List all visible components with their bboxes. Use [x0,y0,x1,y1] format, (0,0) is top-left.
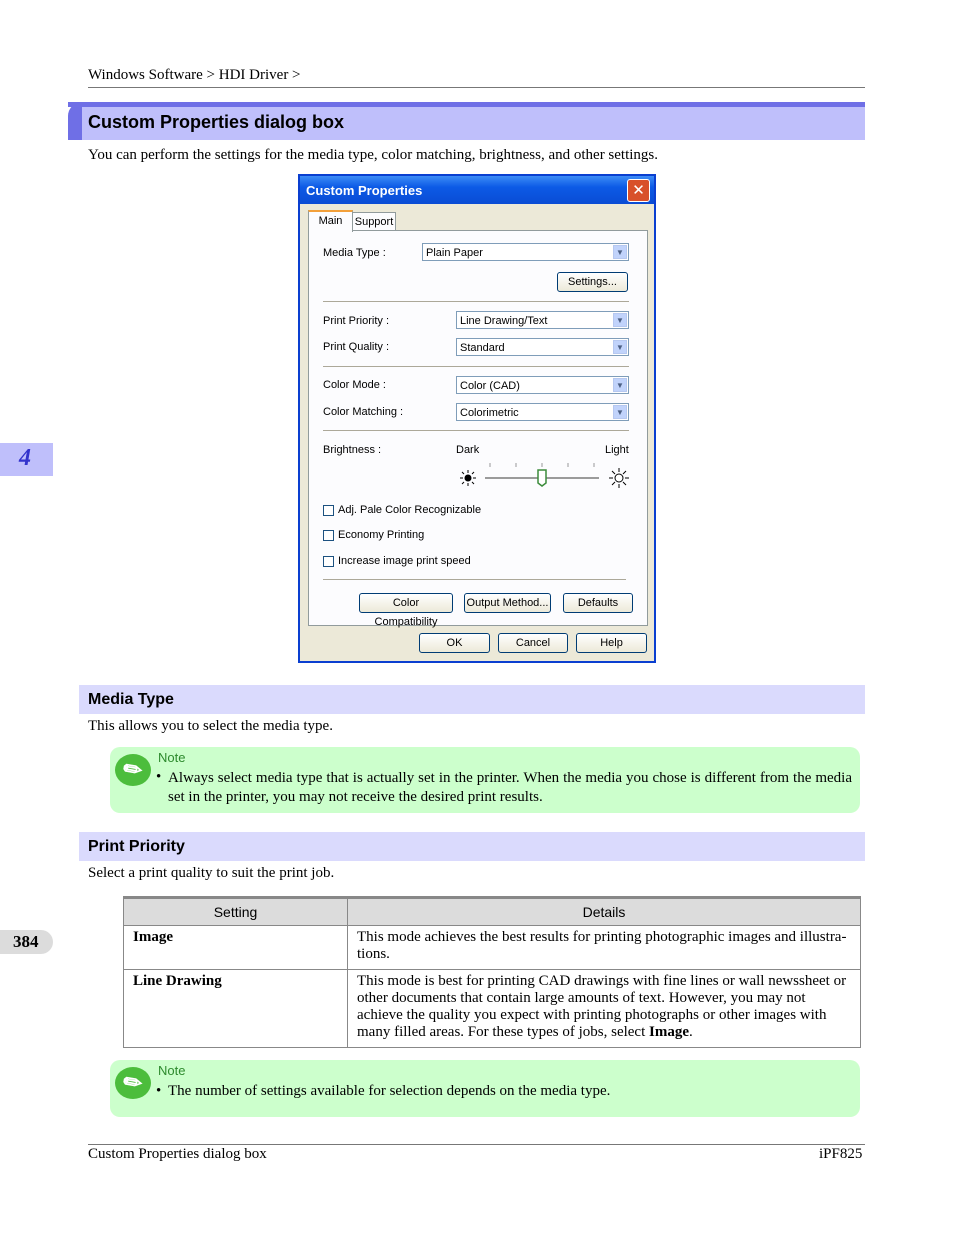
chapter-number: 4 [19,445,31,471]
dialog-titlebar [300,176,654,204]
print-priority-select[interactable] [456,311,629,329]
print-quality-label: Print Quality : [323,341,390,353]
footer-rule [88,1144,865,1145]
media-type-value: Plain Paper [426,247,483,259]
section-heading: Print Priority [88,838,185,855]
light-sun-icon [609,468,629,488]
separator [323,301,629,302]
separator [323,366,629,367]
adj-pale-color-label: Adj. Pale Color Recognizable [338,504,482,516]
note-text: The number of settings available for selection depends on the media type. [168,1083,611,1099]
defaults-button[interactable]: Defaults [563,593,633,613]
pencil-icon: ✎ [115,754,151,786]
footer-section-title: Custom Properties dialog box [88,1146,267,1162]
increase-speed-checkbox[interactable] [323,556,334,567]
media-type-label: Media Type : [323,247,386,259]
page-number-tab [0,930,53,954]
chevron-down-icon: ▼ [613,245,627,259]
brightness-slider[interactable] [457,461,633,493]
table-row [124,926,861,970]
details-text: This mode is best for printing CAD drawings with fine lines or wall newssheet or other documents that contain large amounts of text. However, you may not achieve the quality you expect with printing photographs or other images with many filled areas. For these types of jobs, select [357,973,847,1040]
output-method-button[interactable]: Output Method... [464,593,551,613]
breadcrumb: Windows Software > HDI Driver > [88,67,301,83]
separator [323,430,629,431]
note-text: Always select media type that is actually set in the printer. When the media you chose is different from the media set in the printer, you may not receive the desired print results. [168,770,852,805]
section-heading: Media Type [88,691,174,708]
note-label: Note [158,750,186,765]
dark-sun-icon [460,470,476,486]
chevron-down-icon: ▼ [613,405,627,419]
note-label: Note [158,1063,186,1078]
column-header: Setting [124,898,348,926]
section-print-priority [79,832,865,861]
note-box [110,1060,860,1117]
chevron-down-icon: ▼ [613,340,627,354]
tab-panel-main [308,230,648,626]
print-quality-select[interactable] [456,338,629,356]
settings-button[interactable]: Settings... [557,272,628,292]
ok-button[interactable]: OK [419,633,490,653]
note-box [110,747,860,813]
print-priority-value: Line Drawing/Text [460,315,548,327]
tab-support[interactable]: Support [352,212,396,232]
setting-cell: Image [124,926,348,970]
details-cell: This mode achieves the best results for printing photographic images and illustra-tions. [348,926,861,970]
page-title: Custom Properties dialog box [88,112,345,132]
brightness-light-label: Light [605,444,629,456]
custom-properties-dialog [298,174,656,663]
color-mode-value: Color (CAD) [460,380,520,392]
color-matching-select[interactable] [456,403,629,421]
help-button[interactable]: Help [576,633,647,653]
print-priority-label: Print Priority : [323,315,390,327]
header-rule [88,87,865,88]
chevron-down-icon: ▼ [613,313,627,327]
adj-pale-color-checkbox[interactable] [323,505,334,516]
details-cell [348,970,861,1048]
intro-text: You can perform the settings for the media type, color matching, brightness, and other settings. [88,147,659,163]
footer-model: iPF825 [819,1146,863,1162]
table-header-row [124,898,861,926]
brightness-label: Brightness : [323,444,382,456]
pencil-icon: ✎ [115,1067,151,1099]
page-title-bar [68,102,865,140]
chapter-tab [0,443,53,476]
color-mode-label: Color Mode : [323,379,386,391]
details-bold: Image [649,1024,690,1040]
color-compatibility-button[interactable]: Color Compatibility [359,593,453,613]
color-mode-select[interactable] [456,376,629,394]
print-priority-table [123,896,861,1048]
color-matching-label: Color Matching : [323,406,404,418]
brightness-dark-label: Dark [456,444,480,456]
bullet: • [156,1083,162,1099]
economy-printing-checkbox[interactable] [323,530,334,541]
separator [323,579,626,580]
color-matching-value: Colorimetric [460,407,519,419]
section-media-type [79,685,865,714]
slider-thumb[interactable] [538,470,546,486]
cancel-button[interactable]: Cancel [498,633,568,653]
media-type-text: This allows you to select the media type. [88,718,333,734]
table-row [124,970,861,1048]
setting-cell: Line Drawing [124,970,348,1048]
increase-speed-label: Increase image print speed [338,555,471,567]
print-priority-text: Select a print quality to suit the print job. [88,865,335,881]
dialog-title: Custom Properties [306,183,423,198]
close-icon[interactable]: ✕ [627,179,650,202]
media-type-select[interactable] [422,243,629,261]
details-text: . [689,1024,693,1040]
economy-printing-label: Economy Printing [338,529,425,541]
page-number: 384 [13,932,39,951]
bullet: • [156,769,162,785]
chevron-down-icon: ▼ [613,378,627,392]
column-header: Details [348,898,861,926]
print-quality-value: Standard [460,342,505,354]
tab-main[interactable]: Main [308,210,353,232]
